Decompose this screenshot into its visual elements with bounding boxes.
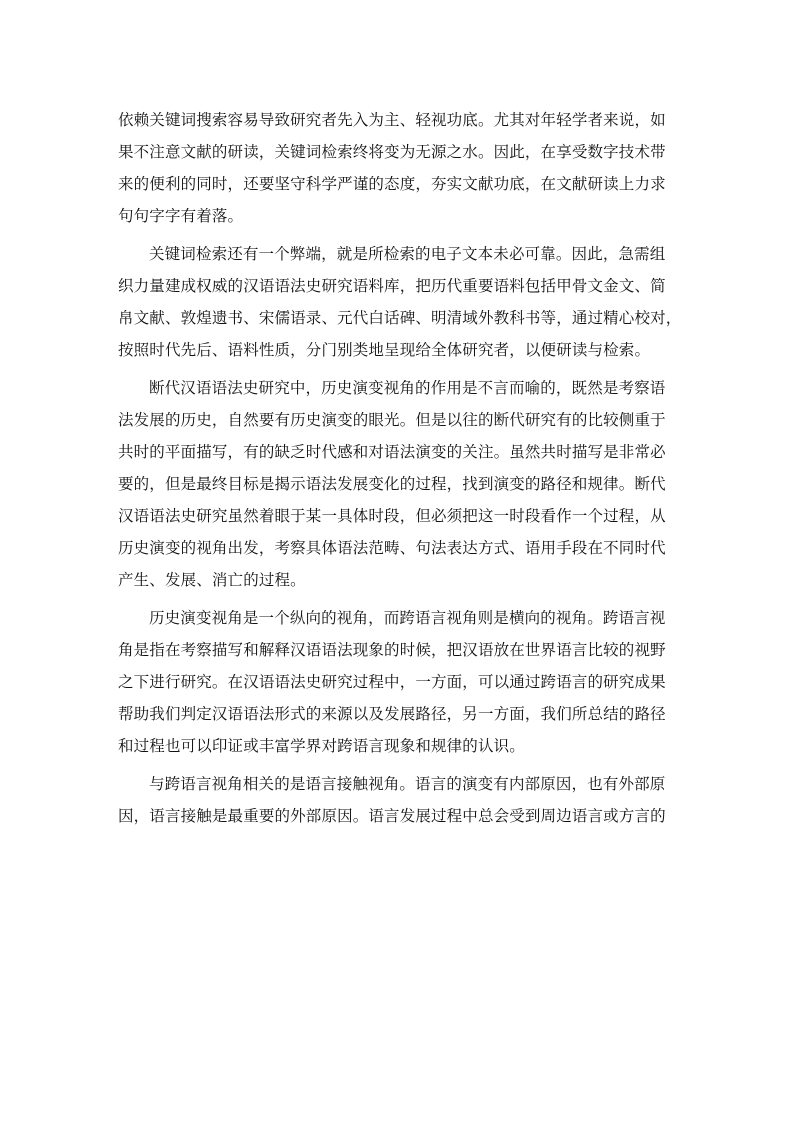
paragraph-5 [118, 768, 680, 832]
text-line: 产生、发展、消亡的过程。 [118, 571, 306, 589]
text-line: 要的，但是最终目标是揭示语法发展变化的过程，找到演变的路径和规律。断代 [118, 475, 666, 493]
text-line: 依赖关键词搜索容易导致研究者先入为主、轻视功底。尤其对年轻学者来说，如 [118, 111, 666, 129]
text-line: 因，语言接触是最重要的外部原因。语言发展过程中总会受到周边语言或方言的 [118, 807, 666, 825]
text-line: 法发展的历史，自然要有历史演变的眼光。但是以往的断代研究有的比较侧重于 [118, 411, 666, 429]
text-line: 来的便利的同时，还要坚守科学严谨的态度，夯实文献功底，在文献研读上力求 [118, 175, 666, 193]
text-line: 织力量建成权威的汉语语法史研究语料库，把历代重要语料包括甲骨文金文、简 [118, 277, 666, 295]
text-line: 共时的平面描写，有的缺乏时代感和对语法演变的关注。虽然共时描写是非常必 [118, 443, 666, 461]
paragraph-3 [118, 372, 680, 596]
text-line: 汉语语法史研究虽然着眼于某一具体时段，但必须把这一时段看作一个过程，从 [118, 507, 666, 525]
text-line: 历史演变视角是一个纵向的视角，而跨语言视角则是横向的视角。跨语言视 [149, 609, 666, 627]
text-line: 历史演变的视角出发，考察具体语法范畴、句法表达方式、语用手段在不同时代 [118, 539, 666, 557]
text-line: 断代汉语语法史研究中，历史演变视角的作用是不言而喻的，既然是考察语 [149, 379, 666, 397]
text-line: 关键词检索还有一个弊端，就是所检索的电子文本未必可靠。因此，急需组 [149, 245, 666, 263]
text-line: 句句字字有着落。 [118, 207, 244, 225]
paragraph-4 [118, 602, 680, 762]
document-page [118, 104, 680, 838]
text-line: 帮助我们判定汉语语法形式的来源以及发展路径，另一方面，我们所总结的路径 [118, 705, 666, 723]
text-line: 之下进行研究。在汉语语法史研究过程中，一方面，可以通过跨语言的研究成果 [118, 673, 666, 691]
text-line: 角是指在考察描写和解释汉语语法现象的时候，把汉语放在世界语言比较的视野 [118, 641, 666, 659]
text-line: 和过程也可以印证或丰富学界对跨语言现象和规律的认识。 [118, 737, 525, 755]
text-line: 按照时代先后、语料性质，分门别类地呈现给全体研究者，以便研读与检索。 [118, 341, 651, 359]
text-line: 与跨语言视角相关的是语言接触视角。语言的演变有内部原因，也有外部原 [149, 775, 666, 793]
paragraph-2 [118, 238, 680, 366]
text-line: 帛文献、敦煌遗书、宋儒语录、元代白话碑、明清域外教科书等，通过精心校对， [118, 309, 682, 327]
text-line: 果不注意文献的研读，关键词检索终将变为无源之水。因此，在享受数字技术带 [118, 143, 666, 161]
paragraph-1 [118, 104, 680, 232]
